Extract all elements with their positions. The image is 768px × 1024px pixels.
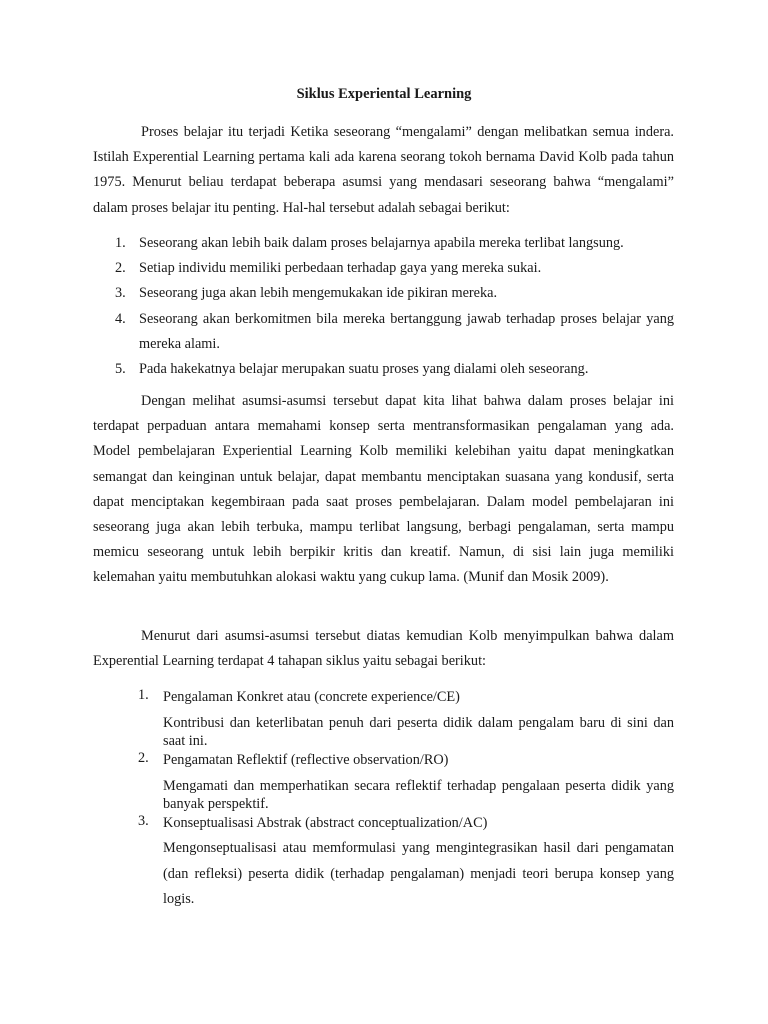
stage-title: Konseptualisasi Abstrak (abstract conceptualization/AC)	[163, 815, 488, 831]
list-item-text: Seseorang akan lebih baik dalam proses belajarnya apabila mereka terlibat langsung.	[139, 235, 624, 251]
stages-list	[93, 687, 674, 913]
analysis-paragraph-text: Dengan melihat asumsi-asumsi tersebut dapat kita lihat bahwa dalam proses belajar ini terdapat perpaduan antara memahami konsep serta mentransformasikan pengalaman yang ada. Model pembelajaran Experiential Learning Kolb memiliki kelebihan yaitu dapat meningkatkan semangat dan keinginan untuk belajar, dapat membantu menciptakan suasana yang kondusif, serta dapat menciptakan kegembiraan pada saat proses pembelajaran. Dalam model pembelajaran ini seseorang juga akan lebih terbuka, mampu terlibat langsung, berbagi pengalaman, serta mampu memicu seseorang untuk lebih berpikir kritis dan kreatif. Namun, di sisi lain juga memiliki kelemahan yaitu membutuhkan alokasi waktu yang cukup lama. (Munif dan Mosik 2009).	[93, 393, 674, 586]
list-item	[93, 256, 674, 281]
stage-number: 1.	[138, 687, 149, 703]
stage-title: Pengamatan Reflektif (reflective observation/RO)	[163, 752, 449, 768]
list-number: 5.	[115, 361, 126, 378]
stages-intro-paragraph	[93, 624, 674, 674]
assumptions-list	[93, 231, 674, 382]
stage-item	[93, 687, 674, 750]
stage-number: 2.	[138, 750, 149, 766]
stage-description: Mengonseptualisasi atau memformulasi yang mengintegrasikan hasil dari pengamatan (dan refleksi) peserta didik (terhadap pengalaman) menjadi teori berupa konsep yang logis.	[163, 840, 674, 907]
list-item	[93, 357, 674, 382]
list-item-text: Pada hakekatnya belajar merupakan suatu proses yang dialami oleh seseorang.	[139, 361, 589, 378]
document-title: Siklus Experiental Learning	[296, 86, 472, 102]
list-number: 1.	[115, 235, 126, 251]
list-item-text: Seseorang akan berkomitmen bila mereka bertanggung jawab terhadap proses belajar yang mereka alami.	[139, 310, 674, 352]
list-item	[93, 307, 674, 357]
stages-intro-text: Menurut dari asumsi-asumsi tersebut diatas kemudian Kolb menyimpulkan bahwa dalam Experential Learning terdapat 4 tahapan siklus yaitu sebagai berikut:	[93, 628, 674, 670]
list-number: 3.	[115, 285, 126, 302]
intro-paragraph	[93, 120, 674, 221]
list-item	[93, 281, 674, 306]
list-item-text: Setiap individu memiliki perbedaan terhadap gaya yang mereka sukai.	[139, 260, 542, 277]
stage-description: Mengamati dan memperhatikan secara reflektif terhadap pengalaan peserta didik yang banyak perspektif.	[163, 778, 674, 812]
stage-title: Pengalaman Konkret atau (concrete experience/CE)	[163, 689, 460, 705]
list-item	[93, 231, 674, 256]
stage-description: Kontribusi dan keterlibatan penuh dari peserta didik dalam pengalam baru di sini dan saat ini.	[163, 715, 674, 749]
stage-item	[93, 750, 674, 813]
stage-number: 3.	[138, 813, 149, 829]
list-item-text: Seseorang juga akan lebih mengemukakan ide pikiran mereka.	[139, 285, 498, 302]
list-number: 4.	[115, 310, 126, 327]
intro-paragraph-text: Proses belajar itu terjadi Ketika seseorang “mengalami” dengan melibatkan semua indera. Istilah Experential Learning pertama kali ada karena seorang tokoh bernama David Kolb pada tahun 1975. Menurut beliau terdapat beberapa asumsi yang mendasari seseorang bahwa “mengalami” dalam proses belajar itu penting. Hal-hal tersebut adalah sebagai berikut:	[93, 124, 674, 216]
analysis-paragraph	[93, 389, 674, 591]
stage-item	[93, 813, 674, 913]
list-number: 2.	[115, 260, 126, 277]
